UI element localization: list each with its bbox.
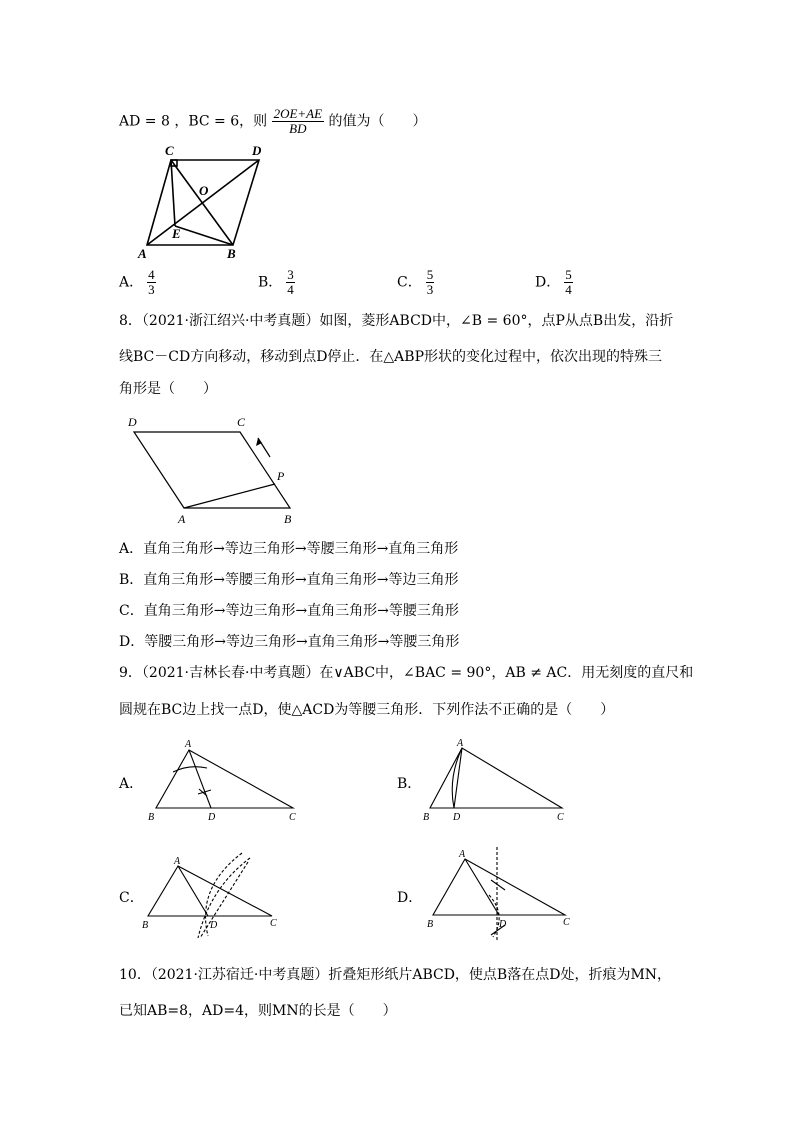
q7-figure — [135, 140, 285, 265]
q7-option-d[interactable] — [535, 268, 573, 297]
q9a-label-d: D — [208, 812, 216, 823]
q7-label-o: O — [199, 183, 209, 198]
q9a-arc-1 — [173, 767, 207, 772]
q10-stem-line-2: 已知AB=8，AD=4，则MN的长是（ ） — [119, 1003, 397, 1019]
q9b-triangle — [430, 748, 562, 808]
q9-stem-line-2: 圆规在BC边上找一点D，使△ACD为等腰三角形．下列作法不正确的是（ ） — [119, 702, 615, 718]
q7-label-e: E — [172, 226, 181, 241]
q8-figure — [122, 412, 302, 528]
q8-label-b: B — [284, 512, 292, 526]
q9-option-b[interactable]: B． — [397, 776, 422, 792]
q7-segment-ce — [171, 160, 175, 226]
q7-option-b-label: B． — [258, 274, 283, 291]
q9-figure-a — [143, 738, 308, 824]
q9c-label-d: D — [210, 920, 218, 931]
q7-segment-eb — [175, 226, 233, 245]
q9a-label-a: A — [185, 739, 192, 750]
q9-figure-b — [420, 738, 575, 824]
q7-stem-suffix: 的值为（ ） — [328, 113, 427, 130]
q9a-triangle — [156, 750, 293, 808]
q9a-segment-ad — [189, 750, 211, 808]
q7-option-c-frac — [426, 268, 435, 297]
q9a-label-b: B — [148, 812, 155, 823]
q7-option-d-den: 4 — [565, 282, 572, 297]
q9a-cross-2 — [199, 789, 207, 796]
q8-label-a: A — [178, 512, 186, 526]
q9c-label-b: B — [142, 920, 149, 931]
q9-figure-c — [140, 848, 285, 948]
q7-option-a-label: A． — [119, 274, 144, 291]
q8-option-c[interactable]: C．直角三角形→等边三角形→直角三角形→等腰三角形 — [119, 603, 459, 619]
q7-label-b: B — [227, 246, 236, 261]
q9c-triangle — [148, 866, 272, 916]
q7-option-d-label: D． — [535, 274, 561, 291]
q9-option-a[interactable]: A． — [119, 776, 144, 792]
q9d-construction-marks — [489, 847, 499, 941]
q9d-segment-ad — [465, 859, 499, 915]
q8-stem-line-3: 角形是（ ） — [119, 381, 217, 397]
q9d-label-d: D — [499, 919, 507, 930]
q7-option-a-num: 4 — [148, 267, 155, 282]
q9-option-c[interactable]: C． — [119, 890, 144, 906]
q8-label-p: P — [277, 469, 285, 483]
q7-fraction-numerator: 2OE+AE — [273, 106, 323, 121]
q7-option-a[interactable] — [119, 268, 156, 297]
q10-stem-line-1: 10．（2021·江苏宿迁·中考真题）折叠矩形纸片ABCD，使点B落在点D处，折痕为MN， — [119, 967, 672, 983]
q9b-label-a: A — [457, 738, 464, 749]
q8-stem-line-1: 8．（2021·浙江绍兴·中考真题）如图，菱形ABCD中，∠B = 60°，点P从点B出发，沿折 — [119, 313, 674, 329]
q7-option-c-num: 5 — [426, 267, 434, 282]
q7-label-d: D — [252, 143, 262, 158]
q7-fraction-denominator: BD — [289, 121, 307, 136]
q8-stem-line-2: 线BC－CD方向移动，移动到点D停止．在△ABP形状的变化过程中，依次出现的特殊三 — [119, 349, 663, 365]
q9d-label-a: A — [459, 849, 466, 860]
q8-option-d[interactable]: D．等腰三角形→等边三角形→直角三角形→等腰三角形 — [119, 634, 460, 650]
q9c-construction-arcs — [198, 853, 250, 938]
q7-option-a-frac — [147, 268, 156, 297]
q7-option-b-den: 4 — [287, 282, 294, 297]
q9-figure-d — [423, 845, 578, 945]
q7-option-a-den: 3 — [148, 282, 155, 297]
q9c-label-a: A — [174, 856, 181, 867]
q9b-label-d: D — [453, 812, 461, 823]
q7-option-c-den: 3 — [426, 282, 434, 297]
q8-segment-ap — [184, 484, 275, 508]
q8-label-c: C — [237, 415, 246, 429]
q9a-label-c: C — [289, 812, 296, 823]
q7-fraction — [272, 107, 324, 136]
q9c-label-c: C — [270, 918, 277, 929]
q9-stem-line-1: 9．（2021·吉林长春·中考真题）在∨ABC中，∠BAC = 90°，AB ≠ AC．用无刻度的直尺和 — [119, 665, 694, 681]
q7-option-b-frac — [286, 268, 295, 297]
q9d-label-c: C — [563, 917, 570, 928]
q7-option-b-num: 3 — [287, 267, 294, 282]
q8-option-a[interactable]: A．直角三角形→等边三角形→等腰三角形→直角三角形 — [119, 541, 459, 557]
q7-option-d-num: 5 — [565, 267, 572, 282]
q7-option-b[interactable] — [258, 268, 295, 297]
q7-label-a: A — [138, 246, 147, 261]
q8-option-b[interactable]: B．直角三角形→等腰三角形→直角三角形→等边三角形 — [119, 572, 459, 588]
q7-diagonal-ad — [147, 160, 259, 245]
q7-option-d-frac — [564, 268, 573, 297]
q9d-label-b: B — [427, 919, 434, 930]
q8-rhombus — [134, 432, 290, 508]
q7-stem-prefix: AD = 8 ，BC = 6，则 — [119, 113, 268, 130]
q9b-label-b: B — [423, 812, 430, 823]
q9-option-d[interactable]: D． — [397, 890, 423, 906]
q9d-cross-1 — [491, 880, 505, 890]
q8-label-d: D — [128, 415, 137, 429]
q7-stem — [119, 107, 427, 136]
q7-option-c[interactable] — [397, 268, 434, 297]
q7-option-c-label: C． — [397, 274, 422, 291]
q9b-label-c: C — [557, 812, 564, 823]
q9d-triangle — [433, 859, 565, 915]
q7-label-c: C — [165, 143, 174, 158]
